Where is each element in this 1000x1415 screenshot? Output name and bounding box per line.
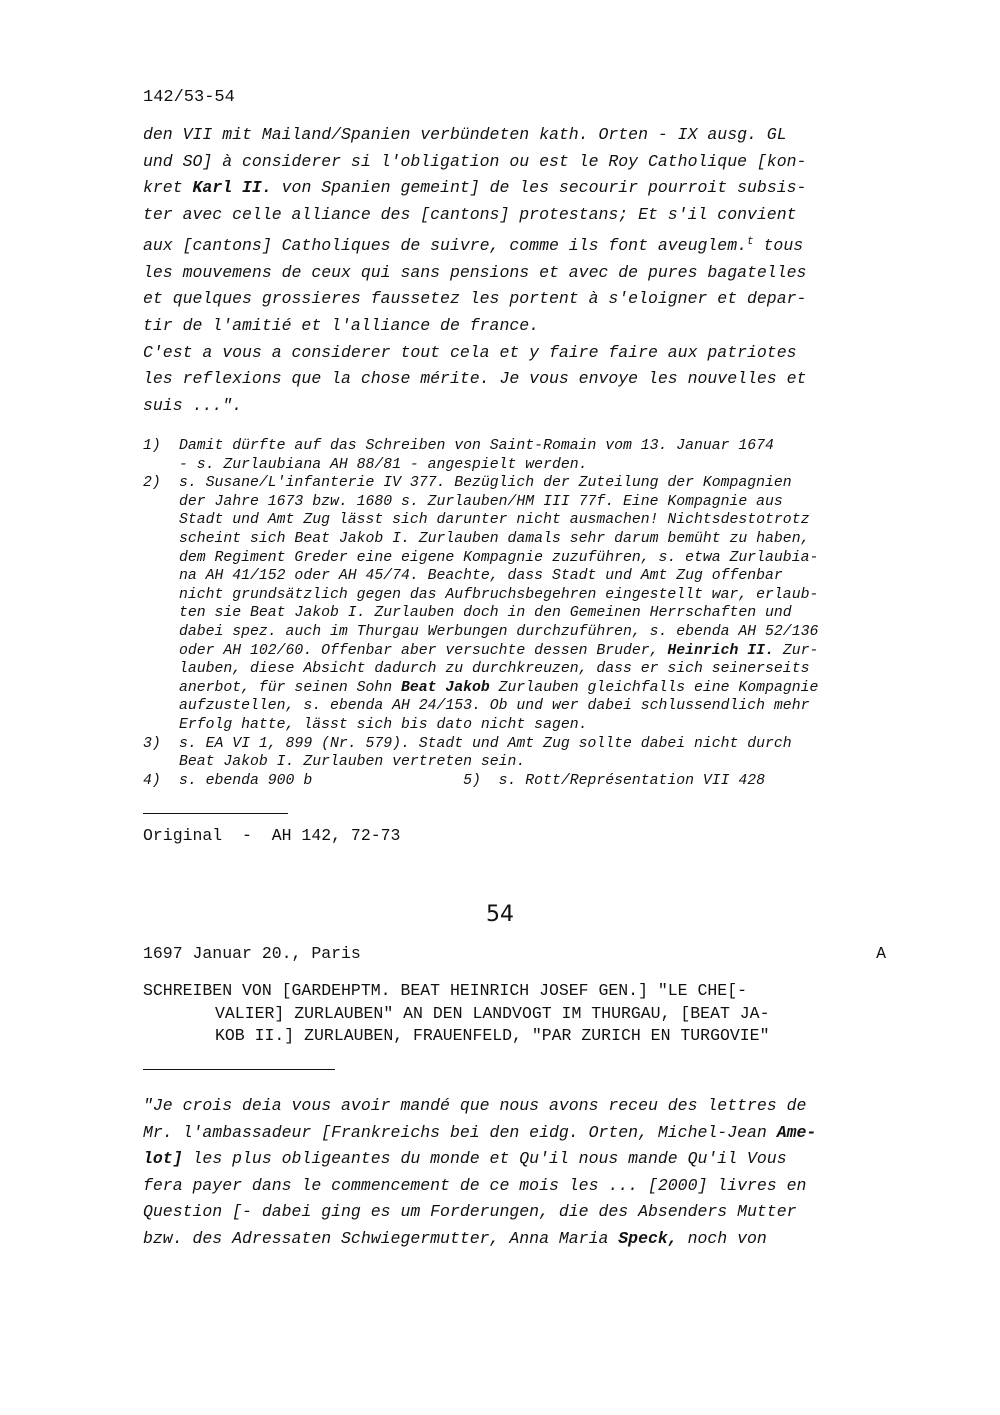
text-run: s. ebenda 900 b 5) s. Rott/Représentation VII 428 — [179, 772, 766, 789]
text-run: aux [cantons] Catholiques de suivre, comme ils font aveuglem. — [143, 235, 747, 255]
text-run: ter avec celle alliance des [cantons] protestans; Et s'il convient — [143, 205, 797, 225]
text-run: suis ...". — [143, 396, 243, 416]
letter-line — [143, 1226, 903, 1253]
footnote-number: 4) — [143, 772, 161, 789]
text-run: Beat Jakob I. Zurlauben vertreten sein. — [179, 754, 526, 771]
text-run: s. Susane/L'infanterie IV 377. Bezüglich der Zuteilung der Kompagnien — [179, 475, 792, 492]
text-run: "Je crois deia vous avoir mandé que nous avons receu des lettres de — [143, 1096, 807, 1115]
text-run: s. EA VI 1, 899 (Nr. 579). Stadt und Amt Zug sollte dabei nicht durch — [179, 735, 792, 752]
text-run: les mouvemens de ceux qui sans pensions et avec de pures bagatelles — [143, 262, 807, 282]
superscript: t — [747, 235, 754, 248]
text-line — [143, 340, 903, 367]
footnote-line — [179, 530, 903, 549]
bold-name: Heinrich II. — [667, 642, 774, 659]
text-run: ten sie Beat Jakob I. Zurlauben doch in den Gemeinen Herrschaften und — [179, 605, 792, 622]
text-line — [143, 149, 903, 176]
footnote-text — [179, 735, 903, 772]
continuation-text — [143, 122, 903, 420]
footnote-line — [179, 456, 903, 475]
text-line — [143, 122, 903, 149]
text-run: und SO] à considerer si l'obligation ou est le Roy Catholique [kon- — [143, 151, 807, 171]
bold-name: Ame- — [776, 1122, 817, 1142]
footnote-text — [179, 772, 903, 791]
title-line: KOB II.] ZURLAUBEN, FRAUENFELD, "PAR ZURICH EN TURGOVIE" — [215, 1026, 770, 1045]
bold-name: Karl II. — [192, 178, 272, 198]
title-line: SCHREIBEN VON [GARDEHPTM. BEAT HEINRICH JOSEF GEN.] "LE CHE[- — [143, 981, 747, 1000]
letter-line — [143, 1199, 903, 1226]
letter-line — [143, 1173, 903, 1200]
source-divider — [143, 813, 288, 814]
text-run: Mr. l'ambassadeur [Frankreichs bei den eidg. Orten, Michel-Jean — [143, 1122, 777, 1142]
footnote — [143, 735, 903, 772]
footnote-line — [179, 716, 903, 735]
text-run: Damit dürfte auf das Schreiben von Saint-Romain vom 13. Januar 1674 — [179, 438, 774, 454]
bold-name: Beat Jakob — [401, 679, 490, 696]
text-line — [143, 260, 903, 287]
footnote-text — [179, 474, 903, 734]
footnote-line — [179, 772, 903, 791]
title-line: VALIER] ZURLAUBEN" AN DEN LANDVOGT IM THURGAU, [BEAT JA- — [215, 1003, 770, 1023]
text-run: tir de l'amitié et l'alliance de france. — [143, 315, 540, 335]
text-line — [143, 229, 903, 260]
letter-line — [143, 1120, 903, 1147]
text-line — [143, 286, 903, 313]
dateline-mark: A — [876, 944, 886, 963]
footnote-line — [179, 697, 903, 716]
footnote-line — [179, 660, 903, 679]
footnotes — [143, 437, 903, 790]
text-run: na AH 41/152 oder AH 45/74. Beachte, dass Stadt und Amt Zug offenbar — [179, 568, 783, 585]
text-run: dabei spez. auch im Thurgau Werbungen durchzuführen, s. ebenda AH 52/136 — [179, 623, 819, 640]
text-run: Question [- dabei ging es um Forderungen, die des Absenders Mutter — [143, 1202, 797, 1221]
footnote-line — [179, 549, 903, 568]
text-run: les plus obligeantes du monde et Qu'il nous mande Qu'il Vous — [182, 1149, 787, 1168]
text-line — [143, 175, 903, 202]
footnote — [143, 772, 903, 791]
text-run: - s. Zurlaubiana AH 88/81 - angespielt werden. — [179, 456, 588, 473]
bold-name: lot] — [143, 1149, 183, 1168]
title-divider — [143, 1069, 335, 1070]
text-run: lauben, diese Absicht dadurch zu durchkreuzen, dass er sich seinerseits — [179, 661, 810, 678]
footnote-line — [179, 604, 903, 623]
footnote-line — [179, 623, 903, 642]
footnote-line — [179, 474, 903, 493]
text-run: Stadt und Amt Zug lässt sich darunter nicht ausmachen! Nichtsdestotrotz — [179, 512, 810, 529]
text-run: les reflexions que la chose mérite. Je vous envoye les nouvelles et — [143, 369, 807, 389]
text-run: et quelques grossieres faussetez les portent à s'eloigner et depar- — [143, 289, 807, 309]
text-line — [143, 202, 903, 229]
text-run: tous — [753, 235, 804, 255]
text-run: von Spanien gemeint] de les secourir pourroit subsis- — [271, 178, 807, 198]
text-run: der Jahre 1673 bzw. 1680 s. Zurlauben/HM III 77f. Eine Kompagnie aus — [179, 493, 783, 510]
text-run: den VII mit Mailand/Spanien verbündeten kath. Orten - IX ausg. GL — [143, 125, 787, 144]
footnote — [143, 437, 903, 474]
footnote-line — [179, 753, 903, 772]
dateline — [143, 942, 886, 966]
letter-line — [143, 1146, 903, 1173]
letter-text — [143, 1093, 903, 1252]
text-line — [143, 313, 903, 340]
text-run: kret — [143, 178, 193, 198]
footnote-number: 3) — [143, 735, 161, 752]
footnote-line — [179, 493, 903, 512]
footnote-number: 2) — [143, 475, 161, 492]
text-run: Erfolg hatte, lässt sich bis dato nicht sagen. — [179, 716, 588, 733]
bold-name: Speck, — [618, 1228, 678, 1248]
text-run: anerbot, für seinen Sohn — [179, 679, 401, 696]
letter-line — [143, 1093, 903, 1120]
text-run: nicht grundsätzlich gegen das Aufbruchsbegehren eingestellt war, erlaub- — [179, 586, 819, 603]
text-run: noch von — [677, 1228, 767, 1248]
text-run: C'est a vous a considerer tout cela et y faire faire aux patriotes — [143, 342, 797, 362]
text-run: scheint sich Beat Jakob I. Zurlauben damals sehr darum bemüht zu haben, — [179, 530, 810, 547]
text-line — [143, 366, 903, 393]
text-run: Zur- — [773, 642, 819, 659]
footnote-line — [179, 679, 903, 698]
footnote-line — [179, 511, 903, 530]
text-run: bzw. des Adressaten Schwiegermutter, Anna Maria — [143, 1228, 619, 1248]
running-head: 142/53-54 — [143, 88, 235, 107]
footnote-number: 1) — [143, 438, 161, 454]
text-run: dem Regiment Greder eine eigene Kompagnie zuzuführen, s. etwa Zurlaubia- — [179, 549, 819, 566]
text-run: fera payer dans le commencement de ce mois les ... [2000] livres en — [143, 1175, 807, 1195]
document-title — [143, 980, 903, 1048]
footnote-line — [179, 586, 903, 605]
footnote-line — [179, 437, 903, 456]
source-reference: Original - AH 142, 72-73 — [143, 826, 401, 845]
footnote — [143, 474, 903, 734]
text-run: aufzustellen, s. ebenda AH 24/153. Ob und wer dabei schlussendlich mehr — [179, 698, 810, 715]
text-run: oder AH 102/60. Offenbar aber versuchte dessen Bruder, — [179, 642, 668, 659]
text-line — [143, 393, 903, 420]
footnote-line — [179, 567, 903, 586]
text-run: Zurlauben gleichfalls eine Kompagnie — [489, 679, 819, 696]
footnote-line — [179, 642, 903, 661]
footnote-text — [179, 437, 903, 474]
document-number: 54 — [486, 902, 514, 927]
footnote-line — [179, 735, 903, 754]
dateline-date: 1697 Januar 20., Paris — [143, 944, 361, 963]
